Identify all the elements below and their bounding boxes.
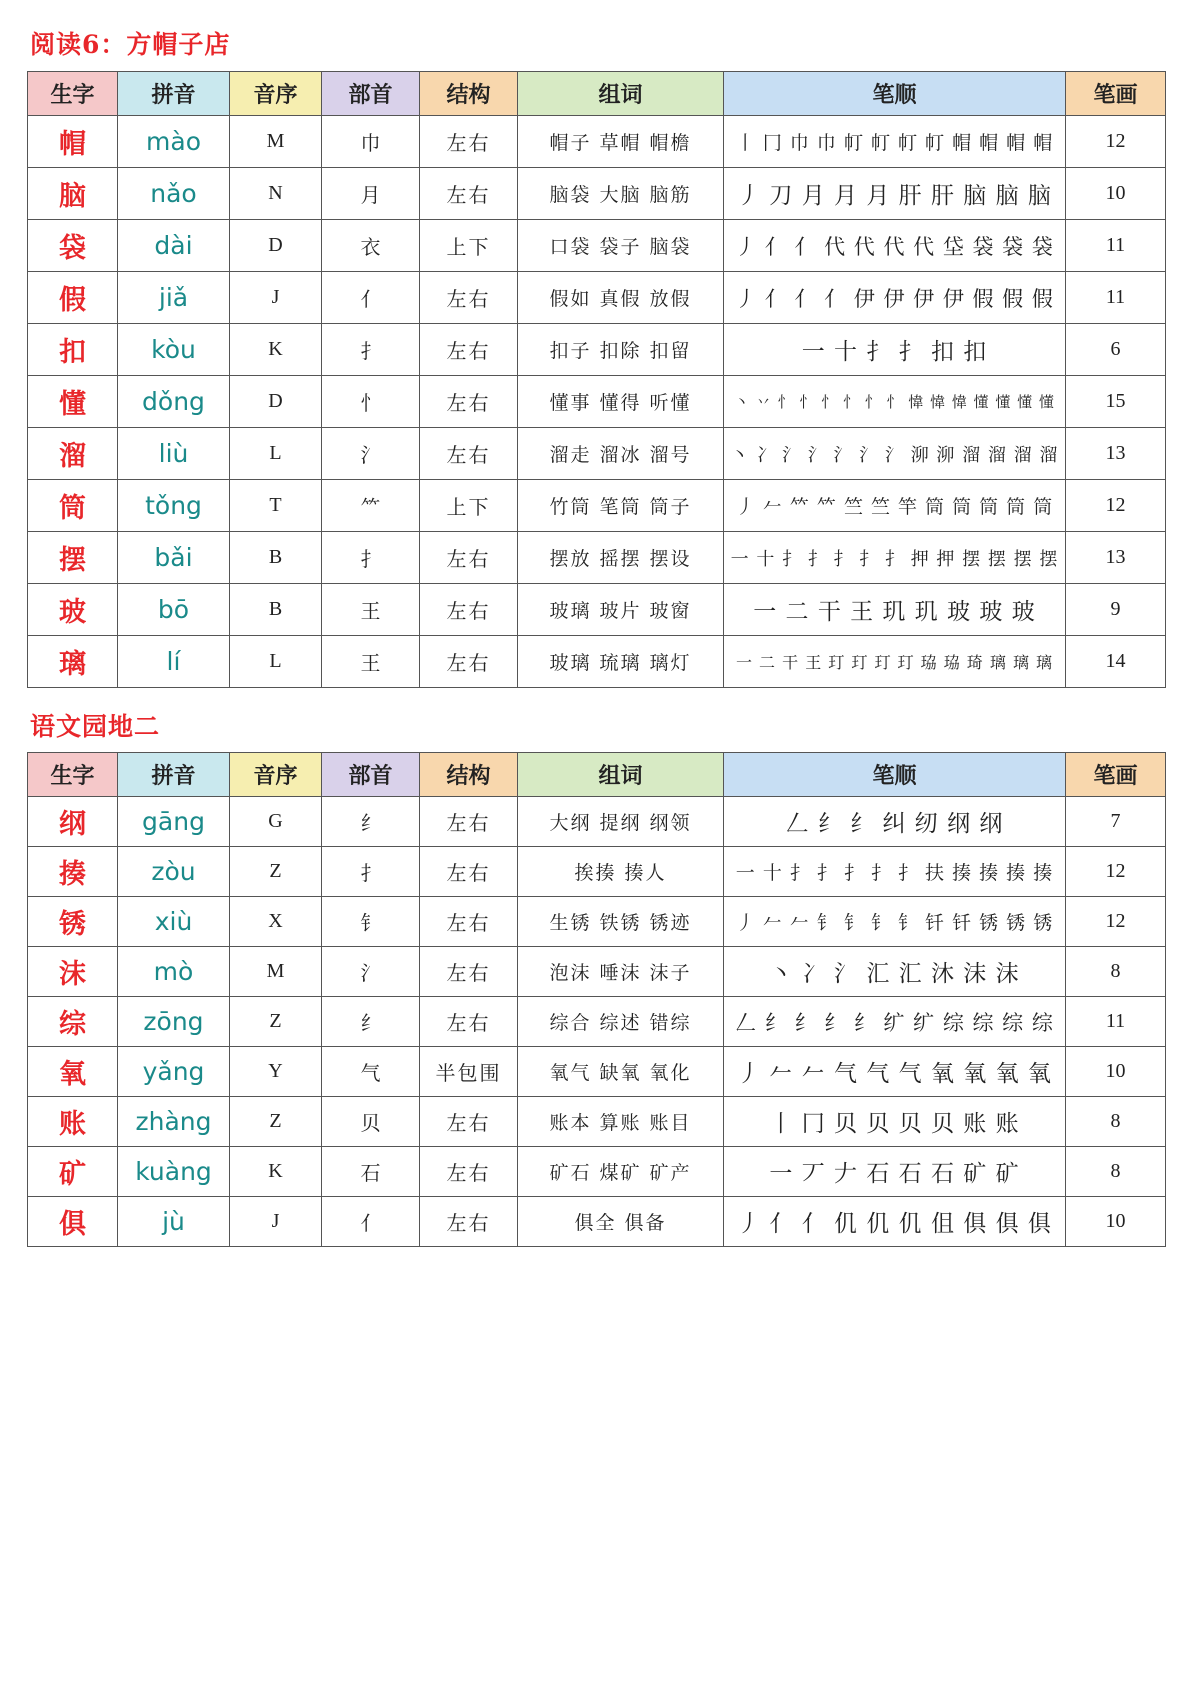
structure-cell: 左右 <box>420 168 518 220</box>
order-cell: N <box>230 168 322 220</box>
words-cell: 俱全 俱备 <box>518 1197 724 1247</box>
strokes-cell <box>724 428 1066 480</box>
radical-cell: 石 <box>322 1147 420 1197</box>
count-cell: 10 <box>1066 1047 1166 1097</box>
radical-cell: 扌 <box>322 847 420 897</box>
header-row <box>28 72 1166 116</box>
count-cell: 15 <box>1066 376 1166 428</box>
table-row <box>28 897 1166 947</box>
stroke-sequence: 𠃋 纟 纟 纟 纟 纩 纩 综 综 综 综 <box>735 1010 1054 1035</box>
order-cell: J <box>230 1197 322 1247</box>
order-cell: K <box>230 1147 322 1197</box>
char-cell: 揍 <box>28 847 118 897</box>
count-cell: 6 <box>1066 324 1166 376</box>
count-cell: 11 <box>1066 997 1166 1047</box>
section-title: 阅读6：方帽子店 <box>30 30 231 59</box>
char-cell: 筒 <box>28 480 118 532</box>
char-cell: 扣 <box>28 324 118 376</box>
pinyin-cell: zòu <box>118 847 230 897</box>
order-cell: D <box>230 220 322 272</box>
stroke-sequence: 一 十 扌 扌 扌 扌 扌 扶 揍 揍 揍 揍 <box>735 862 1054 884</box>
radical-cell: 氵 <box>322 947 420 997</box>
structure-cell: 左右 <box>420 1197 518 1247</box>
order-cell: G <box>230 797 322 847</box>
table-row <box>28 1097 1166 1147</box>
radical-cell: 钅 <box>322 897 420 947</box>
count-cell: 13 <box>1066 532 1166 584</box>
strokes-cell <box>724 480 1066 532</box>
order-cell: Z <box>230 847 322 897</box>
header-words: 组词 <box>518 753 724 797</box>
order-cell: X <box>230 897 322 947</box>
char-cell: 溜 <box>28 428 118 480</box>
header-count: 笔画 <box>1066 753 1166 797</box>
words-cell: 竹筒 笔筒 筒子 <box>518 480 724 532</box>
count-cell: 12 <box>1066 480 1166 532</box>
char-cell: 沫 <box>28 947 118 997</box>
stroke-sequence: 丶 丷 忄 忄 忄 忄 忄 忄 愇 愇 愇 懂 懂 懂 懂 <box>734 393 1055 411</box>
strokes-cell <box>724 947 1066 997</box>
pinyin-cell: yǎng <box>118 1047 230 1097</box>
order-cell: K <box>230 324 322 376</box>
header-count: 笔画 <box>1066 72 1166 116</box>
radical-cell: 忄 <box>322 376 420 428</box>
stroke-sequence: 𠃋 纟 纟 纠 纫 纲 纲 <box>785 811 1004 837</box>
table-row <box>28 1047 1166 1097</box>
radical-cell: 气 <box>322 1047 420 1097</box>
table-row <box>28 220 1166 272</box>
strokes-cell <box>724 1047 1066 1097</box>
order-cell: B <box>230 532 322 584</box>
pinyin-cell: jiǎ <box>118 272 230 324</box>
structure-cell: 上下 <box>420 220 518 272</box>
char-cell: 脑 <box>28 168 118 220</box>
char-cell: 氧 <box>28 1047 118 1097</box>
stroke-sequence: 丶 冫 氵 氵 氵 氵 氵 泖 泖 溜 溜 溜 溜 <box>730 444 1059 466</box>
count-cell: 13 <box>1066 428 1166 480</box>
words-cell: 挨揍 揍人 <box>518 847 724 897</box>
count-cell: 11 <box>1066 272 1166 324</box>
count-cell: 12 <box>1066 847 1166 897</box>
pinyin-cell: zōng <box>118 997 230 1047</box>
char-cell: 综 <box>28 997 118 1047</box>
words-cell: 大纲 提纲 纲领 <box>518 797 724 847</box>
words-cell: 扣子 扣除 扣留 <box>518 324 724 376</box>
stroke-sequence: 丿 𠂉 𠂉 钅 钅 钅 钅 钎 钎 锈 锈 锈 <box>735 912 1054 934</box>
section-title: 语文园地二 <box>30 712 161 741</box>
strokes-cell <box>724 532 1066 584</box>
table-row <box>28 797 1166 847</box>
radical-cell: 纟 <box>322 797 420 847</box>
structure-cell: 左右 <box>420 116 518 168</box>
structure-cell: 左右 <box>420 428 518 480</box>
radical-cell: 月 <box>322 168 420 220</box>
pinyin-cell: bǎi <box>118 532 230 584</box>
table-row <box>28 947 1166 997</box>
count-cell: 9 <box>1066 584 1166 636</box>
count-cell: 8 <box>1066 1097 1166 1147</box>
pinyin-cell: mào <box>118 116 230 168</box>
stroke-sequence: 丨 冂 贝 贝 贝 贝 账 账 <box>769 1111 1020 1137</box>
table-row <box>28 847 1166 897</box>
structure-cell: 左右 <box>420 1147 518 1197</box>
table-row <box>28 1197 1166 1247</box>
char-cell: 璃 <box>28 636 118 688</box>
words-cell: 玻璃 琉璃 璃灯 <box>518 636 724 688</box>
table-row <box>28 584 1166 636</box>
table-row <box>28 480 1166 532</box>
radical-cell: 扌 <box>322 324 420 376</box>
count-cell: 10 <box>1066 168 1166 220</box>
strokes-cell <box>724 797 1066 847</box>
stroke-sequence: 一 二 干 王 玑 玑 玻 玻 玻 <box>753 599 1036 625</box>
stroke-sequence: 一 十 扌 扌 扣 扣 <box>801 339 988 365</box>
char-cell: 懂 <box>28 376 118 428</box>
order-cell: T <box>230 480 322 532</box>
stroke-sequence: 一 二 干 王 玎 玎 玎 玎 珕 珕 琦 璃 璃 璃 <box>735 653 1054 672</box>
strokes-cell <box>724 847 1066 897</box>
order-cell: M <box>230 116 322 168</box>
words-cell: 溜走 溜冰 溜号 <box>518 428 724 480</box>
char-cell: 锈 <box>28 897 118 947</box>
strokes-cell <box>724 1147 1066 1197</box>
words-cell: 口袋 袋子 脑袋 <box>518 220 724 272</box>
order-cell: L <box>230 428 322 480</box>
count-cell: 14 <box>1066 636 1166 688</box>
count-cell: 12 <box>1066 897 1166 947</box>
header-strokes: 笔顺 <box>724 753 1066 797</box>
pinyin-cell: lí <box>118 636 230 688</box>
words-cell: 假如 真假 放假 <box>518 272 724 324</box>
structure-cell: 左右 <box>420 324 518 376</box>
order-cell: Z <box>230 1097 322 1147</box>
strokes-cell <box>724 324 1066 376</box>
table-row <box>28 272 1166 324</box>
char-cell: 袋 <box>28 220 118 272</box>
radical-cell: 贝 <box>322 1097 420 1147</box>
stroke-sequence: 丿 亻 亻 仉 仉 仉 伹 俱 俱 俱 <box>737 1211 1052 1237</box>
pinyin-cell: bō <box>118 584 230 636</box>
strokes-cell <box>724 1097 1066 1147</box>
strokes-cell <box>724 636 1066 688</box>
char-cell: 俱 <box>28 1197 118 1247</box>
radical-cell: 衣 <box>322 220 420 272</box>
structure-cell: 左右 <box>420 584 518 636</box>
stroke-sequence: 丿 𠂉 𥫗 𥫗 竺 竺 竿 筒 筒 筒 筒 筒 <box>735 496 1054 518</box>
table-row <box>28 997 1166 1047</box>
words-cell: 生锈 铁锈 锈迹 <box>518 897 724 947</box>
structure-cell: 左右 <box>420 847 518 897</box>
words-cell: 摆放 摇摆 摆设 <box>518 532 724 584</box>
strokes-cell <box>724 997 1066 1047</box>
structure-cell: 左右 <box>420 272 518 324</box>
pinyin-cell: jù <box>118 1197 230 1247</box>
stroke-sequence: 丿 亻 亻 代 代 代 代 垈 袋 袋 袋 <box>735 234 1054 259</box>
stroke-sequence: 丿 刀 月 月 月 肝 肝 脑 脑 脑 <box>737 183 1052 209</box>
header-strokes: 笔顺 <box>724 72 1066 116</box>
char-cell: 摆 <box>28 532 118 584</box>
char-cell: 纲 <box>28 797 118 847</box>
strokes-cell <box>724 116 1066 168</box>
structure-cell: 左右 <box>420 947 518 997</box>
count-cell: 11 <box>1066 220 1166 272</box>
order-cell: Y <box>230 1047 322 1097</box>
words-cell: 懂事 懂得 听懂 <box>518 376 724 428</box>
pinyin-cell: tǒng <box>118 480 230 532</box>
strokes-cell <box>724 376 1066 428</box>
radical-cell: 纟 <box>322 997 420 1047</box>
radical-cell: 巾 <box>322 116 420 168</box>
pinyin-cell: dài <box>118 220 230 272</box>
structure-cell: 半包围 <box>420 1047 518 1097</box>
char-cell: 玻 <box>28 584 118 636</box>
strokes-cell <box>724 220 1066 272</box>
count-cell: 10 <box>1066 1197 1166 1247</box>
order-cell: L <box>230 636 322 688</box>
header-structure: 结构 <box>420 753 518 797</box>
order-cell: Z <box>230 997 322 1047</box>
header-row <box>28 753 1166 797</box>
words-cell: 玻璃 玻片 玻窗 <box>518 584 724 636</box>
stroke-sequence: 丨 冂 巾 巾 帄 帄 帄 帄 帽 帽 帽 帽 <box>735 132 1054 154</box>
table-row <box>28 376 1166 428</box>
table-row <box>28 532 1166 584</box>
stroke-sequence: 丿 𠂉 𠂉 气 气 气 氧 氧 氧 氧 <box>737 1061 1052 1087</box>
radical-cell: 扌 <box>322 532 420 584</box>
words-cell: 账本 算账 账目 <box>518 1097 724 1147</box>
pinyin-cell: kuàng <box>118 1147 230 1197</box>
char-cell: 假 <box>28 272 118 324</box>
strokes-cell <box>724 584 1066 636</box>
count-cell: 8 <box>1066 947 1166 997</box>
words-cell: 泡沫 唾沫 沫子 <box>518 947 724 997</box>
structure-cell: 左右 <box>420 997 518 1047</box>
char-cell: 帽 <box>28 116 118 168</box>
count-cell: 12 <box>1066 116 1166 168</box>
order-cell: J <box>230 272 322 324</box>
header-pinyin: 拼音 <box>118 753 230 797</box>
structure-cell: 左右 <box>420 636 518 688</box>
words-cell: 矿石 煤矿 矿产 <box>518 1147 724 1197</box>
header-char: 生字 <box>28 753 118 797</box>
header-radical: 部首 <box>322 753 420 797</box>
radical-cell: ⺮ <box>322 480 420 532</box>
structure-cell: 左右 <box>420 532 518 584</box>
structure-cell: 上下 <box>420 480 518 532</box>
table-row <box>28 168 1166 220</box>
char-cell: 矿 <box>28 1147 118 1197</box>
header-radical: 部首 <box>322 72 420 116</box>
radical-cell: 亻 <box>322 1197 420 1247</box>
header-words: 组词 <box>518 72 724 116</box>
strokes-cell <box>724 1197 1066 1247</box>
stroke-sequence: 丶 冫 氵 汇 汇 沐 沫 沫 <box>769 961 1020 987</box>
pinyin-cell: kòu <box>118 324 230 376</box>
table-row <box>28 324 1166 376</box>
character-table <box>27 752 1166 1247</box>
pinyin-cell: liù <box>118 428 230 480</box>
count-cell: 8 <box>1066 1147 1166 1197</box>
radical-cell: 王 <box>322 636 420 688</box>
order-cell: D <box>230 376 322 428</box>
pinyin-cell: mò <box>118 947 230 997</box>
header-pinyin: 拼音 <box>118 72 230 116</box>
pinyin-cell: dǒng <box>118 376 230 428</box>
pinyin-cell: gāng <box>118 797 230 847</box>
strokes-cell <box>724 897 1066 947</box>
stroke-sequence: 丿 亻 亻 亻 伊 伊 伊 伊 假 假 假 <box>735 286 1054 311</box>
strokes-cell <box>724 272 1066 324</box>
strokes-cell <box>724 168 1066 220</box>
words-cell: 综合 综述 错综 <box>518 997 724 1047</box>
header-char: 生字 <box>28 72 118 116</box>
stroke-sequence: 一 丆 𠂇 石 石 石 矿 矿 <box>769 1161 1020 1187</box>
radical-cell: 亻 <box>322 272 420 324</box>
table-row <box>28 636 1166 688</box>
structure-cell: 左右 <box>420 897 518 947</box>
structure-cell: 左右 <box>420 797 518 847</box>
structure-cell: 左右 <box>420 1097 518 1147</box>
words-cell: 帽子 草帽 帽檐 <box>518 116 724 168</box>
stroke-sequence: 一 十 扌 扌 扌 扌 扌 押 押 摆 摆 摆 摆 <box>730 548 1059 570</box>
header-order: 音序 <box>230 72 322 116</box>
pinyin-cell: xiù <box>118 897 230 947</box>
table-row <box>28 428 1166 480</box>
header-order: 音序 <box>230 753 322 797</box>
char-cell: 账 <box>28 1097 118 1147</box>
words-cell: 脑袋 大脑 脑筋 <box>518 168 724 220</box>
count-cell: 7 <box>1066 797 1166 847</box>
table-row <box>28 116 1166 168</box>
order-cell: M <box>230 947 322 997</box>
table-row <box>28 1147 1166 1197</box>
pinyin-cell: zhàng <box>118 1097 230 1147</box>
structure-cell: 左右 <box>420 376 518 428</box>
radical-cell: 氵 <box>322 428 420 480</box>
radical-cell: 王 <box>322 584 420 636</box>
order-cell: B <box>230 584 322 636</box>
pinyin-cell: nǎo <box>118 168 230 220</box>
header-structure: 结构 <box>420 72 518 116</box>
words-cell: 氧气 缺氧 氧化 <box>518 1047 724 1097</box>
character-table <box>27 71 1166 688</box>
